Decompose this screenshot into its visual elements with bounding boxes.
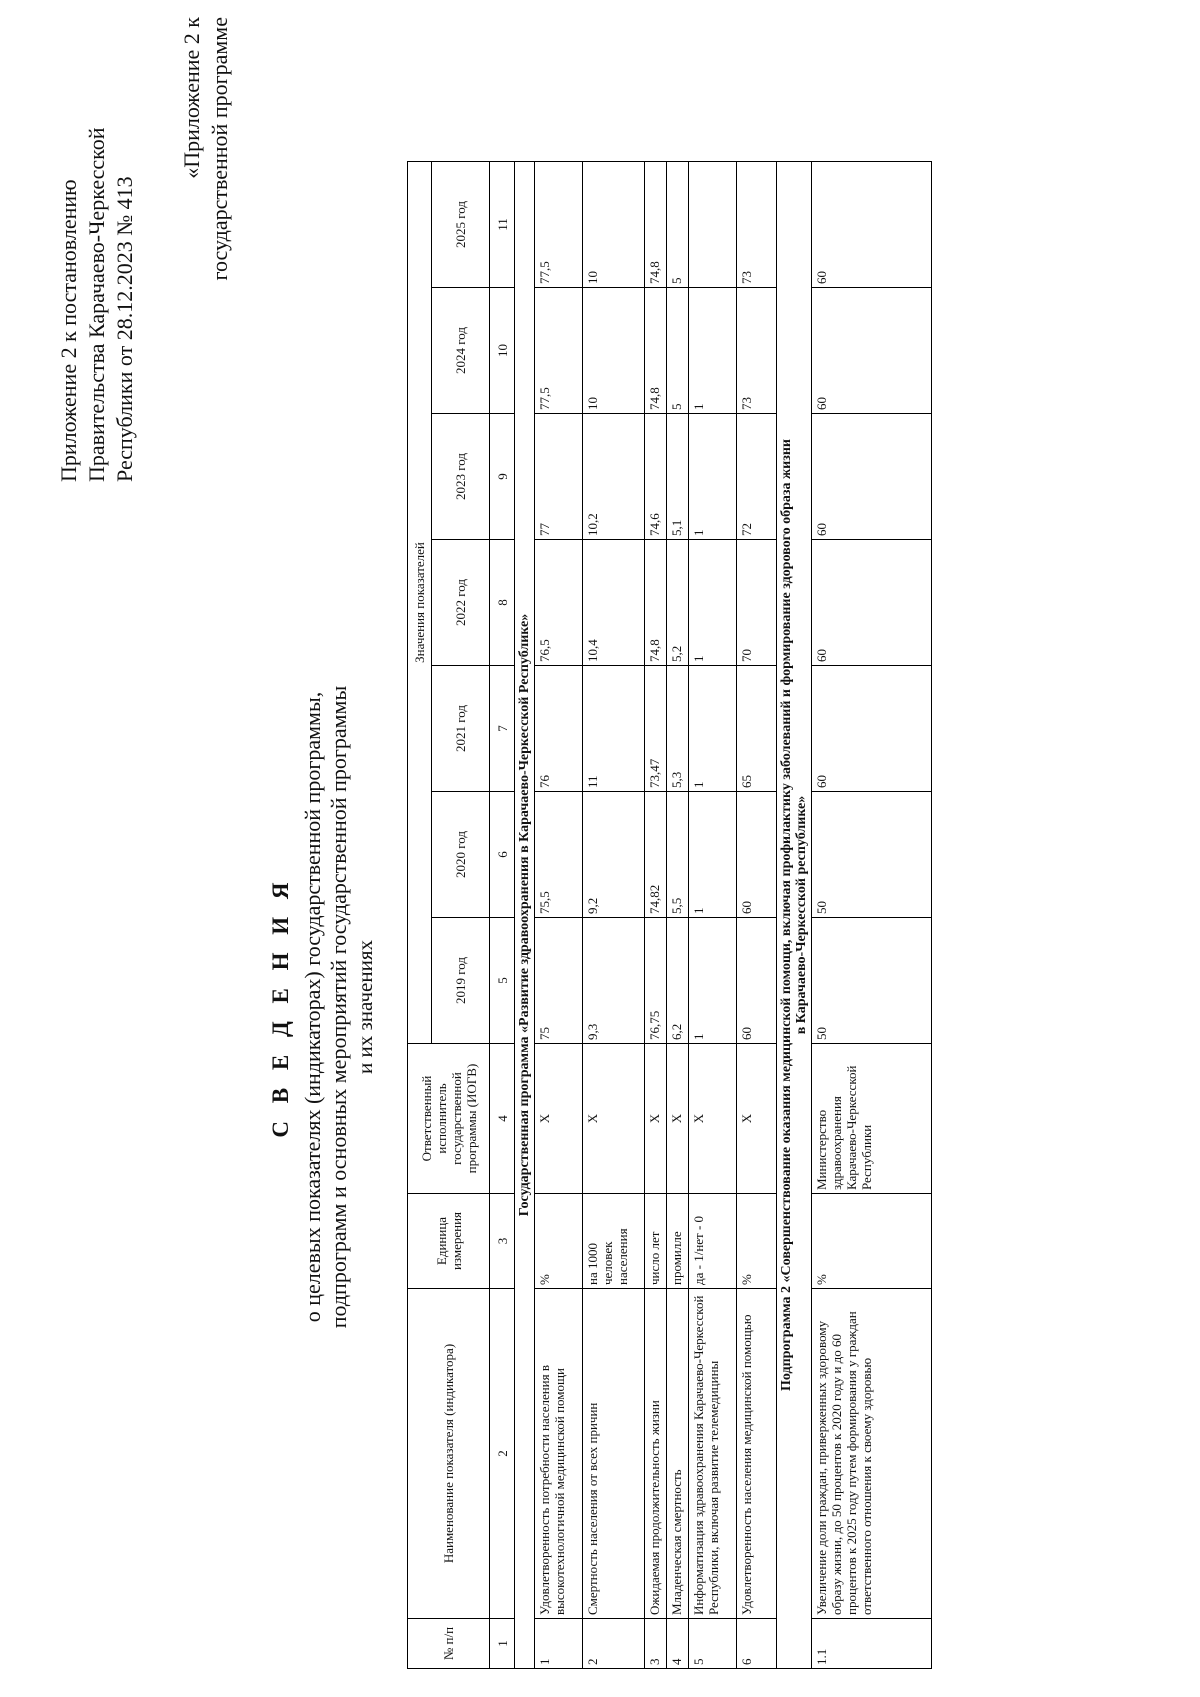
value-cell: 74,6 [645,414,667,540]
value-cell: 60 [812,540,932,666]
value-cell: 1 [689,540,737,666]
value-cell: 73 [737,162,777,288]
section-title-line-1: Подпрограмма 2 «Совершенствование оказания медицинской помощи, включая профилактику заболеваний и формирование здорового образа жизни [779,439,794,1391]
unit-cell: на 1000 человек населения [583,1194,645,1289]
indicator-name: Ожидаемая продолжительность жизни [645,1289,667,1619]
column-number: 4 [490,1044,515,1194]
value-cell: 77,5 [535,162,583,288]
value-cell: 60 [737,792,777,918]
subtitle-line-3: и их значениях [353,940,377,1075]
column-number: 9 [490,414,515,540]
responsible-cell: Министерство здравоохранения Карачаево-Черкесской Республики [812,1044,932,1194]
row-number: 1 [535,1619,583,1669]
value-cell: 74,8 [645,540,667,666]
indicator-name: Младенческая смертность [667,1289,689,1619]
column-number: 5 [490,918,515,1044]
responsible-cell: Х [737,1044,777,1194]
value-cell: 6,2 [667,918,689,1044]
appendix-line-1: Приложение 2 к постановлению [56,179,81,482]
responsible-cell: Х [583,1044,645,1194]
indicator-name: Удовлетворенность населения медицинской помощью [737,1289,777,1619]
value-cell: 1 [689,414,737,540]
subtitle-line-1: о целевых показателях (индикаторах) государственной программы, [300,691,325,1323]
unit-cell: промилле [667,1194,689,1289]
value-cell: 1 [689,666,737,792]
table-row [645,162,667,1669]
table-row [689,162,737,1669]
section-row [515,162,535,1669]
indicators-table [407,161,932,1669]
row-number: 3 [645,1619,667,1669]
value-cell: 72 [737,414,777,540]
value-cell: 5 [667,162,689,288]
value-cell: 73 [737,288,777,414]
col-header-values-group: Значения показателей [408,162,432,1044]
value-cell: 5,5 [667,792,689,918]
value-cell: 76,75 [645,918,667,1044]
table-row [535,162,583,1669]
value-cell: 1 [689,918,737,1044]
indicator-name: Смертность населения от всех причин [583,1289,645,1619]
col-header-unit: Единица измерения [408,1194,490,1289]
section-title: Государственная программа «Развитие здравоохранения в Карачаево-Черкесской Республике» [515,162,535,1669]
appendix-line-3: Республики от 28.12.2023 № 413 [112,176,137,482]
indicator-name: Информатизация здравоохранения Карачаево-Черкесской Республики, включая развитие телемедицины [689,1289,737,1619]
value-cell: 9,3 [583,918,645,1044]
value-cell: 60 [812,414,932,540]
row-number: 2 [583,1619,645,1669]
table-row [583,162,645,1669]
value-cell: 50 [812,918,932,1044]
appendix-header [55,22,139,482]
section-title-line-2: в Карачаево-Черкесской республике» [794,795,809,1035]
responsible-cell: Х [689,1044,737,1194]
col-header-year: 2025 год [432,162,490,288]
indicator-name: Увеличение доли граждан, приверженных здоровому образу жизни, до 50 процентов к 2020 году и до 60 процентов к 2025 году путем формирования у граждан ответственного отношения к своему здоровью [812,1289,932,1619]
value-cell: 60 [812,288,932,414]
value-cell: 5,1 [667,414,689,540]
row-number: 6 [737,1619,777,1669]
value-cell: 76,5 [535,540,583,666]
column-number: 2 [490,1289,515,1619]
column-number: 6 [490,792,515,918]
unit-cell: % [737,1194,777,1289]
value-cell: 60 [812,162,932,288]
col-header-year: 2023 год [432,414,490,540]
value-cell: 50 [812,792,932,918]
value-cell: 10 [583,288,645,414]
col-header-year: 2020 год [432,792,490,918]
column-number: 7 [490,666,515,792]
value-cell: 74,8 [645,162,667,288]
col-header-responsible: Ответственный исполнитель государственной программы (ИОГВ) [408,1044,490,1194]
column-number: 1 [490,1619,515,1669]
unit-cell: число лет [645,1194,667,1289]
table-row [667,162,689,1669]
table-row [737,162,777,1669]
value-cell: 73,47 [645,666,667,792]
value-cell: 5,3 [667,666,689,792]
value-cell: 77,5 [535,288,583,414]
unit-cell: % [535,1194,583,1289]
col-header-number: № п/п [408,1619,490,1669]
value-cell: 74,8 [645,288,667,414]
program-appendix-line-2: государственной программе [207,17,232,281]
program-appendix-line-1: «Приложение 2 к [179,17,204,179]
col-header-year: 2019 год [432,918,490,1044]
value-cell: 60 [737,918,777,1044]
value-cell: 75,5 [535,792,583,918]
row-number: 1.1 [812,1619,932,1669]
value-cell: 65 [737,666,777,792]
responsible-cell: Х [535,1044,583,1194]
column-number: 11 [490,162,515,288]
row-number: 5 [689,1619,737,1669]
appendix-line-2: Правительства Карачаево-Черкесской [84,127,109,482]
value-cell: 74,82 [645,792,667,918]
table-row [812,162,932,1669]
col-header-year: 2024 год [432,288,490,414]
value-cell: 76 [535,666,583,792]
column-number: 3 [490,1194,515,1289]
unit-cell: да - 1/нет - 0 [689,1194,737,1289]
value-cell: 70 [737,540,777,666]
row-number: 4 [667,1619,689,1669]
value-cell: 75 [535,918,583,1044]
document-title: С В Е Д Е Н И Я [268,876,293,1138]
indicator-name: Удовлетворенность потребности населения в высокотехнологичной медицинской помощи [535,1289,583,1619]
subtitle-line-2: подпрограмм и основных мероприятий государственной программы [326,685,351,1329]
section-title [777,162,812,1669]
responsible-cell: Х [645,1044,667,1194]
responsible-cell: Х [667,1044,689,1194]
value-cell: 60 [812,666,932,792]
section-row [777,162,812,1669]
column-numbers-row [490,162,515,1669]
col-header-year: 2022 год [432,540,490,666]
value-cell: 77 [535,414,583,540]
value-cell: 10,4 [583,540,645,666]
value-cell [689,162,737,288]
value-cell: 10 [583,162,645,288]
col-header-year: 2021 год [432,666,490,792]
value-cell: 5,2 [667,540,689,666]
col-header-indicator-name: Наименование показателя (индикатора) [408,1289,490,1619]
value-cell: 1 [689,792,737,918]
program-appendix-header [178,17,234,397]
value-cell: 5 [667,288,689,414]
unit-cell: % [812,1194,932,1289]
value-cell: 10,2 [583,414,645,540]
value-cell: 9,2 [583,792,645,918]
value-cell: 1 [689,288,737,414]
value-cell: 11 [583,666,645,792]
column-number: 10 [490,288,515,414]
column-number: 8 [490,540,515,666]
